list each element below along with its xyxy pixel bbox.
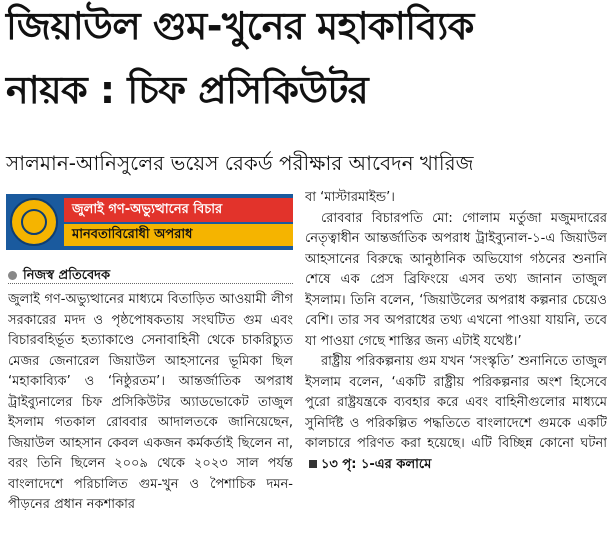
byline-text: নিজস্ব প্রতিবেদক bbox=[23, 268, 111, 283]
continuation-note[interactable]: ১৩ পৃ: ১-এর কলামে bbox=[321, 456, 432, 472]
article-paragraph: বা ‘মাস্টারমাইন্ড’। bbox=[305, 190, 395, 205]
bullet-icon bbox=[8, 271, 17, 280]
subheadline: সালমান-আনিসুলের ভয়েস রেকর্ড পরীক্ষার আবেদন খারিজ bbox=[6, 151, 474, 175]
article-paragraph bbox=[305, 352, 607, 475]
byline-divider bbox=[8, 283, 293, 284]
article-paragraph-text: রাষ্ট্রীয় পরিকল্পনায় গুম যখন ‘সংস্কৃতি’ শুনানিতে তাজুল ইসলাম বলেন, ‘একটি রাষ্ট্রীয় পরিকল্পনার অংশ হিসেবে পুরো রাষ্ট্রযন্ত্রকে ব্যবহার করে এবং বাহিনীগুলোর মাধ্যমে সুনির্দিষ্ট ও পরিকল্পিত পদ্ধতিতে বাংলাদেশে গুমকে একটি কালচারে পরিণত করা হয়েছে। এটি বিচ্ছিন্ন কোনো ঘটনা bbox=[305, 354, 607, 451]
continuation-square-icon bbox=[309, 460, 317, 468]
tribunal-seal-icon bbox=[10, 198, 58, 246]
badge-top-label: জুলাই গণ-অভ্যুত্থানের বিচার bbox=[64, 198, 293, 222]
headline-line-1: জিয়াউল গুম-খুনের মহাকাব্যিক bbox=[6, 4, 474, 48]
article-column-1 bbox=[8, 290, 293, 536]
headline-line-2: নায়ক : চিফ প্রসিকিউটর bbox=[6, 68, 369, 112]
badge-bottom-label: মানবতাবিরোধী অপরাধ bbox=[64, 224, 293, 246]
article-paragraph: জুলাই গণ-অভ্যুত্থানের মাধ্যমে বিতাড়িত আওয়ামী লীগ সরকারের মদদ ও পৃষ্ঠপোষকতায় সংঘটিত গুম এবং বিচারবহির্ভূত হত্যাকাণ্ডে সেনাবাহিনী থেকে চাকরিচ্যুত মেজর জেনারেল জিয়াউল আহসানের ভূমিকা ছিল ‘মহাকাব্যিক’ ও ‘নিষ্ঠুরতম’। আন্তর্জাতিক অপরাধ ট্রাইব্যুনালের চিফ প্রসিকিউটর অ্যাডভোকেট তাজুল ইসলাম গতকাল রোববার আদালতকে জানিয়েছেন, জিয়াউল আহসান কেবল একজন কর্মকর্তাই ছিলেন না, বরং তিনি ছিলেন ২০০৯ থেকে ২০২৩ সাল পর্যন্ত বাংলাদেশে পরিচালিত গুম-খুন ও পৈশাচিক দমন-পীড়নের প্রধান নকশাকার bbox=[8, 292, 293, 512]
article-paragraph: রোববার বিচারপতি মো: গোলাম মর্তুজা মজুমদারের নেতৃত্বাধীন আন্তর্জাতিক অপরাধ ট্রাইব্যুনাল-১-এ জিয়াউল আহসানের বিরুদ্ধে আনুষ্ঠানিক অভিযোগ গঠনের শুনানি শেষে এক প্রেস ব্রিফিংয়ে এসব তথ্য জানান তাজুল ইসলাম। তিনি বলেন, ‘জিয়াউলের অপরাধ কল্পনার চেয়েও বেশি। তার সব অপরাধের তথ্য এখনো পাওয়া যায়নি, তবে যা পাওয়া গেছে শাস্তির জন্য এটাই যথেষ্ট।’ bbox=[305, 210, 607, 349]
section-badge bbox=[6, 194, 293, 250]
article-column-2 bbox=[305, 188, 607, 536]
